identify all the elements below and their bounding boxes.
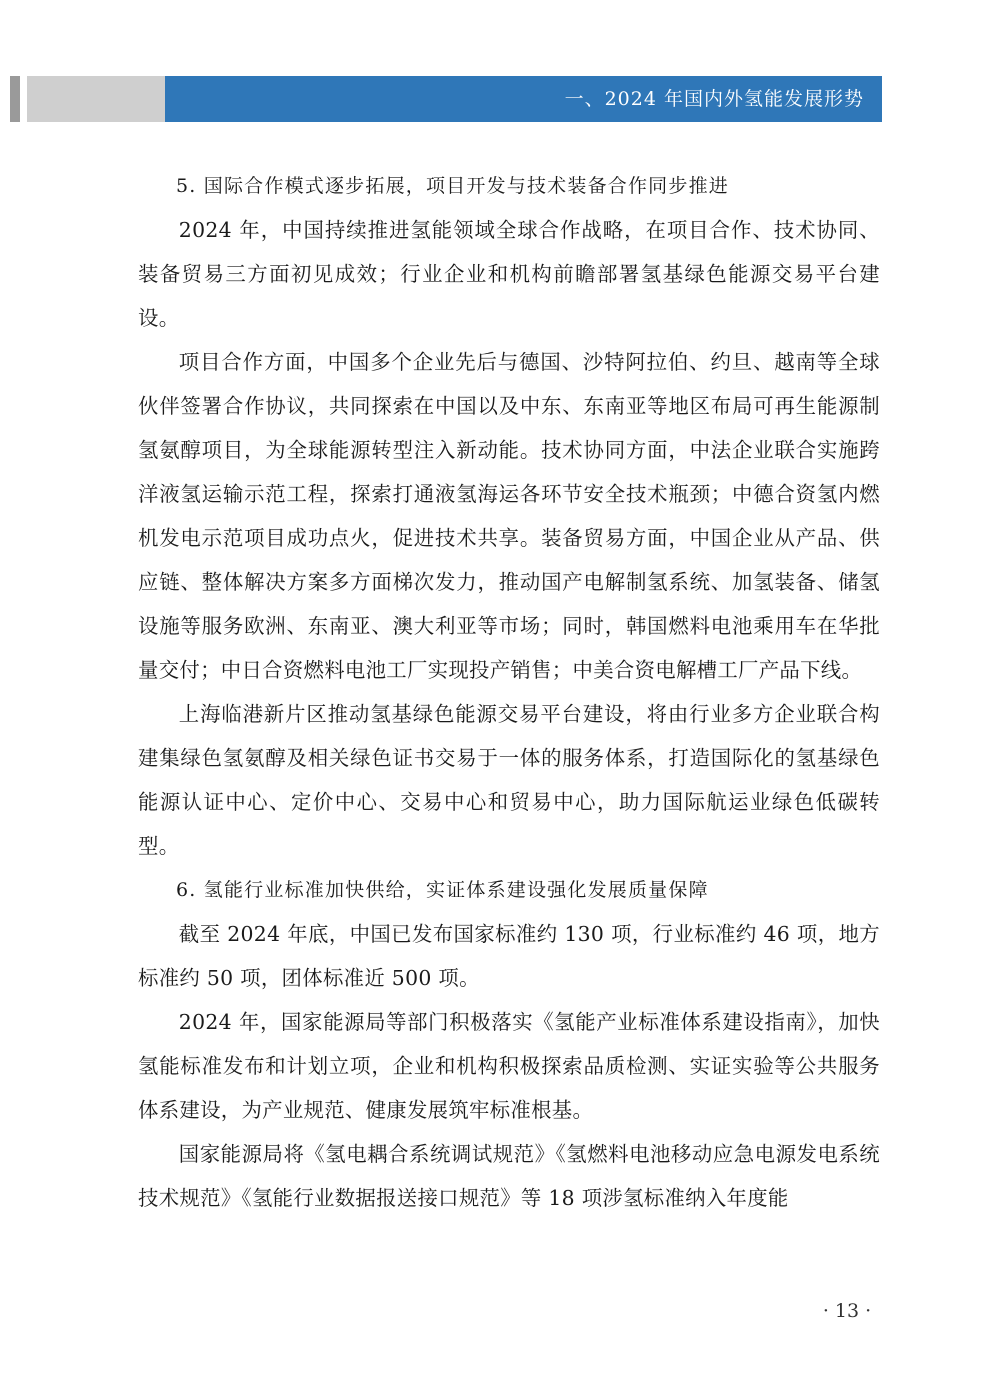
header-stripe <box>10 76 20 122</box>
running-header <box>0 76 882 122</box>
page-number: · 13 · <box>822 1300 872 1322</box>
header-section-title: 一、2024 年国内外氢能发展形势 <box>165 76 882 122</box>
section-heading-5: 5. 国际合作模式逐步拓展，项目开发与技术装备合作同步推进 <box>176 175 729 197</box>
paragraph-2: 项目合作方面，中国多个企业先后与德国、沙特阿拉伯、约旦、越南等全球伙伴签署合作协议，共同探索在中国以及中东、东南亚等地区布局可再生能源制氢氨醇项目，为全球能源转型注入新动能。技术协同方面，中法企业联合实施跨洋液氢运输示范工程，探索打通液氢海运各环节安全技术瓶颈；中德合资氢内燃机发电示范项目成功点火，促进技术共享。装备贸易方面，中国企业从产品、供应链、整体解决方案多方面梯次发力，推动国产电解制氢系统、加氢装备、储氢设施等服务欧洲、东南亚、澳大利亚等市场；同时，韩国燃料电池乘用车在华批量交付；中日合资燃料电池工厂实现投产销售；中美合资电解槽工厂产品下线。 <box>138 350 880 682</box>
header-gray-block <box>27 76 165 122</box>
paragraph-4: 截至 2024 年底，中国已发布国家标准约 130 项，行业标准约 46 项，地方标准约 50 项，团体标准近 500 项。 <box>138 922 880 990</box>
section-heading-6: 6. 氢能行业标准加快供给，实证体系建设强化发展质量保障 <box>176 879 709 901</box>
paragraph-3: 上海临港新片区推动氢基绿色能源交易平台建设，将由行业多方企业联合构建集绿色氢氨醇及相关绿色证书交易于一体的服务体系，打造国际化的氢基绿色能源认证中心、定价中心、交易中心和贸易中心，助力国际航运业绿色低碳转型。 <box>138 702 880 858</box>
body-text <box>138 164 880 1220</box>
paragraph-6: 国家能源局将《氢电耦合系统调试规范》《氢燃料电池移动应急电源发电系统技术规范》《氢能行业数据报送接口规范》等 18 项涉氢标准纳入年度能 <box>138 1142 880 1210</box>
paragraph-1: 2024 年，中国持续推进氢能领域全球合作战略，在项目合作、技术协同、装备贸易三方面初见成效；行业企业和机构前瞻部署氢基绿色能源交易平台建设。 <box>138 218 880 330</box>
paragraph-5: 2024 年，国家能源局等部门积极落实《氢能产业标准体系建设指南》，加快氢能标准发布和计划立项，企业和机构积极探索品质检测、实证实验等公共服务体系建设，为产业规范、健康发展筑牢标准根基。 <box>138 1010 880 1122</box>
